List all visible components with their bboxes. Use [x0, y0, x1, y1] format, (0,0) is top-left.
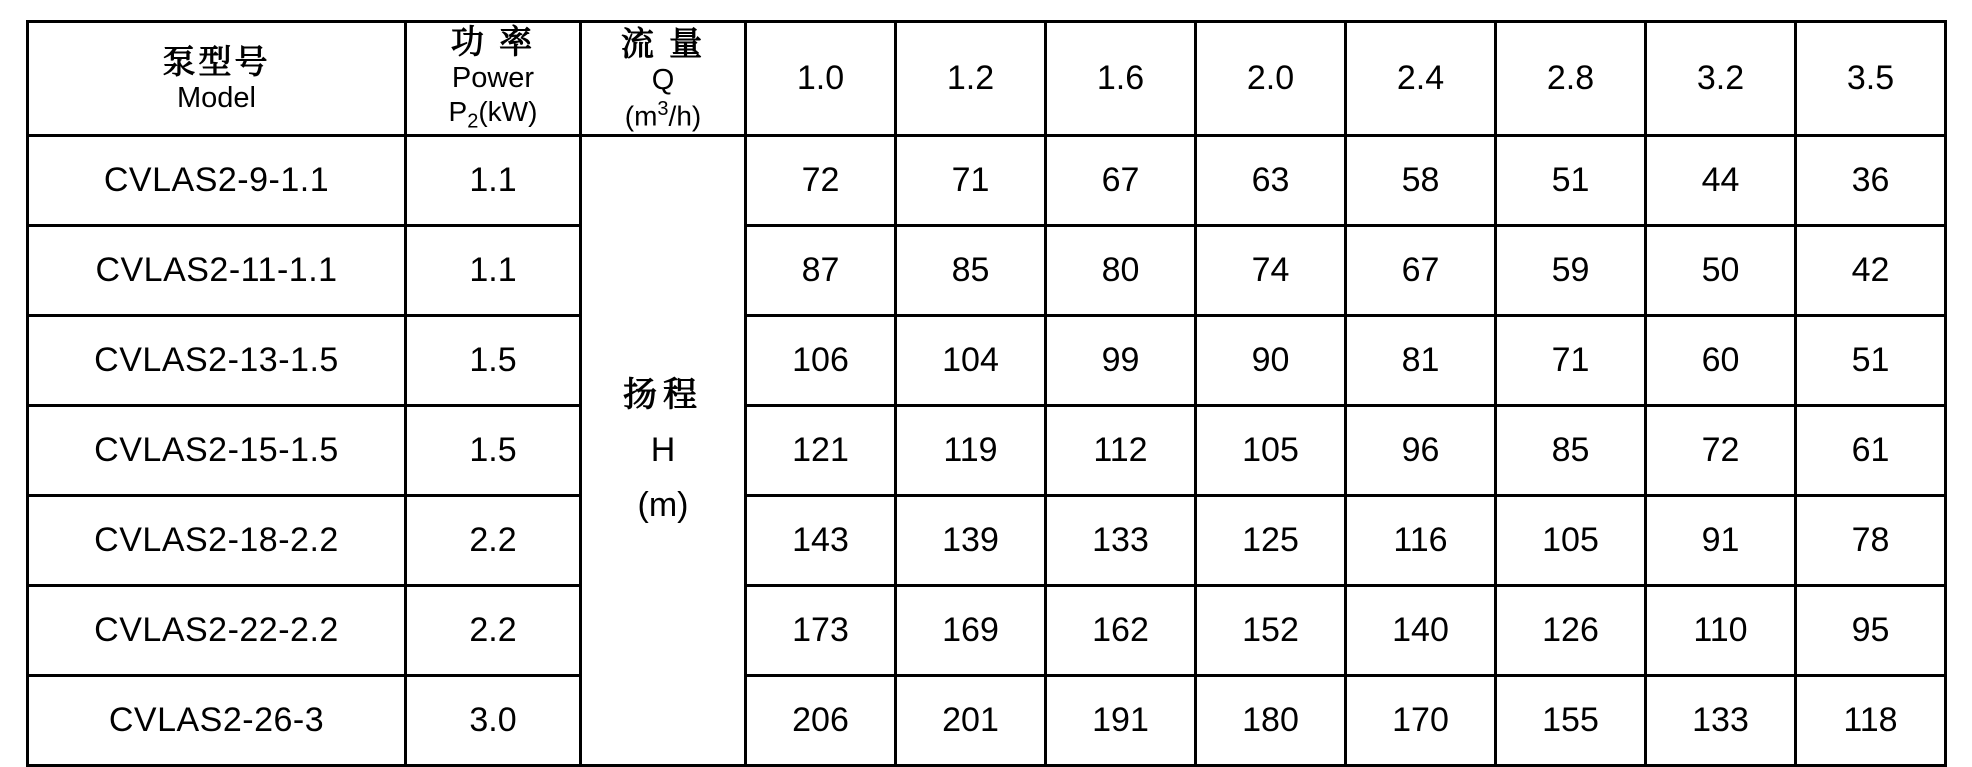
header-flow-cn: 流 量: [620, 25, 706, 63]
cell-head: 170: [1346, 676, 1496, 766]
cell-head: 206: [746, 676, 896, 766]
cell-head: 162: [1046, 586, 1196, 676]
header-power-symbol: $P_2(kW)$: [448, 96, 538, 133]
cell-head: 81: [1346, 316, 1496, 406]
cell-head: 155: [1496, 676, 1646, 766]
table-row: [28, 586, 1946, 676]
cell-head: 119: [896, 406, 1046, 496]
cell-head: 71: [896, 136, 1046, 226]
table-header-row: [28, 22, 1946, 136]
cell-model: CVLAS2-15-1.5: [28, 406, 406, 496]
cell-model: CVLAS2-26-3: [28, 676, 406, 766]
cell-model: CVLAS2-9-1.1: [28, 136, 406, 226]
header-flow-value-7: 3.5: [1796, 22, 1946, 136]
cell-head: 67: [1346, 226, 1496, 316]
cell-head: 50: [1646, 226, 1796, 316]
cell-head: 74: [1196, 226, 1346, 316]
cell-head: 71: [1496, 316, 1646, 406]
cell-power: 1.5: [406, 406, 581, 496]
cell-head: 96: [1346, 406, 1496, 496]
cell-model: CVLAS2-11-1.1: [28, 226, 406, 316]
cell-power: 1.1: [406, 226, 581, 316]
cell-head: 116: [1346, 496, 1496, 586]
pump-performance-table: [26, 20, 1947, 767]
header-model-en: Model: [177, 81, 256, 114]
header-power: [406, 22, 581, 136]
cell-power: 2.2: [406, 496, 581, 586]
cell-head: 112: [1046, 406, 1196, 496]
cell-model: CVLAS2-13-1.5: [28, 316, 406, 406]
cell-head: 61: [1796, 406, 1946, 496]
header-flow-value-4: 2.4: [1346, 22, 1496, 136]
cell-head: 104: [896, 316, 1046, 406]
cell-head: 95: [1796, 586, 1946, 676]
cell-power: 2.2: [406, 586, 581, 676]
header-flow: [581, 22, 746, 136]
header-flow-value-5: 2.8: [1496, 22, 1646, 136]
cell-head: 36: [1796, 136, 1946, 226]
table-row: [28, 316, 1946, 406]
cell-head: 126: [1496, 586, 1646, 676]
header-head-label: 扬程 H (m): [581, 136, 746, 766]
header-model: [28, 22, 406, 136]
cell-head: 85: [1496, 406, 1646, 496]
cell-head: 121: [746, 406, 896, 496]
cell-head: 42: [1796, 226, 1946, 316]
cell-head: 60: [1646, 316, 1796, 406]
cell-head: 63: [1196, 136, 1346, 226]
cell-head: 106: [746, 316, 896, 406]
cell-head: 169: [896, 586, 1046, 676]
cell-head: 152: [1196, 586, 1346, 676]
cell-head: 110: [1646, 586, 1796, 676]
cell-head: 133: [1046, 496, 1196, 586]
cell-head: 118: [1796, 676, 1946, 766]
cell-head: 72: [1646, 406, 1796, 496]
cell-model: CVLAS2-22-2.2: [28, 586, 406, 676]
cell-model: CVLAS2-18-2.2: [28, 496, 406, 586]
cell-head: 140: [1346, 586, 1496, 676]
cell-head: 58: [1346, 136, 1496, 226]
cell-head: 91: [1646, 496, 1796, 586]
cell-head: 191: [1046, 676, 1196, 766]
header-flow-unit: $(m^3/h)$: [624, 97, 702, 131]
cell-head: 51: [1796, 316, 1946, 406]
header-model-cn: 泵型号: [162, 42, 271, 80]
header-flow-value-3: 2.0: [1196, 22, 1346, 136]
cell-head: 173: [746, 586, 896, 676]
cell-power: 1.5: [406, 316, 581, 406]
header-flow-value-2: 1.6: [1046, 22, 1196, 136]
cell-head: 90: [1196, 316, 1346, 406]
cell-head: 180: [1196, 676, 1346, 766]
cell-head: 143: [746, 496, 896, 586]
header-power-cn: 功 率: [450, 23, 536, 60]
cell-head: 125: [1196, 496, 1346, 586]
header-flow-symbol: Q: [651, 64, 675, 97]
header-power-en: Power: [451, 61, 535, 94]
cell-head: 67: [1046, 136, 1196, 226]
table-row: [28, 136, 1946, 226]
table-row: [28, 226, 1946, 316]
cell-power: 3.0: [406, 676, 581, 766]
cell-head: 85: [896, 226, 1046, 316]
cell-head: 105: [1196, 406, 1346, 496]
cell-head: 51: [1496, 136, 1646, 226]
table-row: [28, 676, 1946, 766]
cell-head: 139: [896, 496, 1046, 586]
cell-head: 44: [1646, 136, 1796, 226]
header-flow-value-6: 3.2: [1646, 22, 1796, 136]
cell-head: 87: [746, 226, 896, 316]
cell-power: 1.1: [406, 136, 581, 226]
cell-head: 201: [896, 676, 1046, 766]
table-row: [28, 406, 1946, 496]
cell-head: 80: [1046, 226, 1196, 316]
cell-head: 59: [1496, 226, 1646, 316]
header-flow-value-0: 1.0: [746, 22, 896, 136]
cell-head: 133: [1646, 676, 1796, 766]
table-row: [28, 496, 1946, 586]
cell-head: 72: [746, 136, 896, 226]
cell-head: 105: [1496, 496, 1646, 586]
header-flow-value-1: 1.2: [896, 22, 1046, 136]
cell-head: 78: [1796, 496, 1946, 586]
cell-head: 99: [1046, 316, 1196, 406]
